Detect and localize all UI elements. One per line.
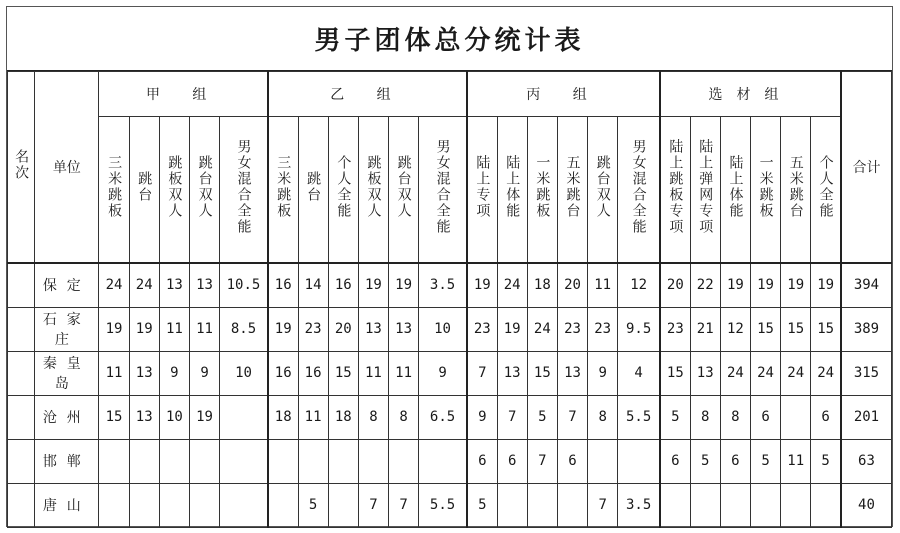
total-cell: 63 bbox=[841, 439, 892, 483]
score-cell: 5 bbox=[527, 395, 557, 439]
score-cell: 3.5 bbox=[618, 483, 660, 527]
event-label: 男女混合全能 bbox=[630, 139, 647, 236]
table-row bbox=[8, 483, 892, 527]
score-cell bbox=[497, 483, 527, 527]
event-label: 陆上体能 bbox=[727, 155, 744, 220]
score-cell: 19 bbox=[99, 307, 129, 351]
score-cell bbox=[588, 439, 618, 483]
total-cell: 394 bbox=[841, 263, 892, 308]
score-cell: 7 bbox=[467, 351, 497, 395]
rank-cell bbox=[8, 307, 35, 351]
rank-cell bbox=[8, 483, 35, 527]
page-title: 男子团体总分统计表 bbox=[7, 7, 892, 71]
event-header bbox=[419, 117, 467, 263]
score-cell: 8 bbox=[720, 395, 750, 439]
score-cell bbox=[159, 439, 189, 483]
score-cell: 6 bbox=[720, 439, 750, 483]
rank-cell bbox=[8, 263, 35, 308]
table-row bbox=[8, 263, 892, 308]
event-header bbox=[389, 117, 419, 263]
unit-cell: 沧州 bbox=[35, 395, 99, 439]
score-cell: 23 bbox=[660, 307, 690, 351]
event-header-row bbox=[8, 117, 892, 263]
event-header bbox=[159, 117, 189, 263]
score-cell: 6.5 bbox=[419, 395, 467, 439]
score-cell: 6 bbox=[467, 439, 497, 483]
event-label: 男女混合全能 bbox=[235, 139, 252, 236]
score-cell: 15 bbox=[99, 395, 129, 439]
score-cell: 15 bbox=[811, 307, 841, 351]
score-cell: 9 bbox=[159, 351, 189, 395]
table-body bbox=[8, 263, 892, 528]
score-cell bbox=[720, 483, 750, 527]
score-table bbox=[7, 71, 892, 528]
score-cell: 7 bbox=[389, 483, 419, 527]
score-cell: 6 bbox=[811, 395, 841, 439]
total-cell: 40 bbox=[841, 483, 892, 527]
event-header bbox=[220, 117, 268, 263]
rank-header: 名次 bbox=[8, 72, 35, 263]
rank-cell bbox=[8, 351, 35, 395]
event-header bbox=[750, 117, 780, 263]
score-cell: 24 bbox=[527, 307, 557, 351]
score-cell: 5.5 bbox=[419, 483, 467, 527]
event-label: 五米跳台 bbox=[564, 155, 581, 220]
event-label: 男女混合全能 bbox=[434, 139, 451, 236]
score-cell: 7 bbox=[588, 483, 618, 527]
event-header bbox=[129, 117, 159, 263]
score-cell: 6 bbox=[750, 395, 780, 439]
event-header bbox=[99, 117, 129, 263]
event-header bbox=[618, 117, 660, 263]
score-cell: 15 bbox=[660, 351, 690, 395]
score-cell bbox=[328, 439, 358, 483]
event-label: 五米跳台 bbox=[787, 155, 804, 220]
score-cell: 3.5 bbox=[419, 263, 467, 308]
score-cell: 7 bbox=[497, 395, 527, 439]
score-cell: 5.5 bbox=[618, 395, 660, 439]
score-cell: 5 bbox=[690, 439, 720, 483]
score-cell: 10 bbox=[159, 395, 189, 439]
score-cell: 24 bbox=[129, 263, 159, 308]
rank-cell bbox=[8, 395, 35, 439]
score-cell bbox=[690, 483, 720, 527]
event-label: 一米跳板 bbox=[757, 155, 774, 220]
score-cell: 23 bbox=[298, 307, 328, 351]
score-cell: 19 bbox=[268, 307, 298, 351]
group-header-row bbox=[8, 72, 892, 117]
event-label: 个人全能 bbox=[335, 155, 352, 220]
score-cell: 23 bbox=[467, 307, 497, 351]
score-cell: 11 bbox=[298, 395, 328, 439]
score-cell bbox=[159, 483, 189, 527]
score-cell bbox=[129, 483, 159, 527]
score-cell: 19 bbox=[189, 395, 219, 439]
score-cell: 24 bbox=[99, 263, 129, 308]
score-cell: 13 bbox=[497, 351, 527, 395]
score-cell bbox=[268, 439, 298, 483]
event-label: 跳板双人 bbox=[166, 155, 183, 220]
score-cell: 15 bbox=[781, 307, 811, 351]
table-row bbox=[8, 395, 892, 439]
event-label: 一米跳板 bbox=[534, 155, 551, 220]
score-cell: 18 bbox=[268, 395, 298, 439]
event-header bbox=[328, 117, 358, 263]
score-cell: 9.5 bbox=[618, 307, 660, 351]
score-cell bbox=[220, 483, 268, 527]
score-cell: 13 bbox=[159, 263, 189, 308]
score-cell: 8 bbox=[389, 395, 419, 439]
event-header bbox=[690, 117, 720, 263]
score-cell: 15 bbox=[527, 351, 557, 395]
score-cell: 15 bbox=[750, 307, 780, 351]
unit-cell: 唐山 bbox=[35, 483, 99, 527]
group-header-yi: 乙 组 bbox=[268, 72, 467, 117]
event-header bbox=[298, 117, 328, 263]
event-header bbox=[497, 117, 527, 263]
score-cell: 16 bbox=[268, 351, 298, 395]
event-header bbox=[720, 117, 750, 263]
total-header: 合计 bbox=[841, 72, 892, 263]
event-header bbox=[358, 117, 388, 263]
event-header bbox=[781, 117, 811, 263]
score-cell: 13 bbox=[189, 263, 219, 308]
event-label: 跳台双人 bbox=[594, 155, 611, 220]
score-cell: 18 bbox=[527, 263, 557, 308]
event-header bbox=[588, 117, 618, 263]
score-cell: 8 bbox=[690, 395, 720, 439]
total-cell: 201 bbox=[841, 395, 892, 439]
score-cell bbox=[358, 439, 388, 483]
event-label: 陆上弹网专项 bbox=[697, 139, 714, 236]
score-cell: 19 bbox=[720, 263, 750, 308]
score-cell: 19 bbox=[781, 263, 811, 308]
score-cell bbox=[298, 439, 328, 483]
score-cell: 8.5 bbox=[220, 307, 268, 351]
score-cell: 16 bbox=[268, 263, 298, 308]
score-cell: 19 bbox=[811, 263, 841, 308]
table-row bbox=[8, 351, 892, 395]
event-header bbox=[660, 117, 690, 263]
group-header-bing: 丙 组 bbox=[467, 72, 660, 117]
event-header bbox=[467, 117, 497, 263]
score-cell: 11 bbox=[358, 351, 388, 395]
rank-cell bbox=[8, 439, 35, 483]
score-cell: 5 bbox=[811, 439, 841, 483]
score-cell bbox=[220, 439, 268, 483]
score-cell bbox=[660, 483, 690, 527]
event-label: 陆上跳板专项 bbox=[667, 139, 684, 236]
score-cell: 18 bbox=[328, 395, 358, 439]
score-cell bbox=[811, 483, 841, 527]
score-cell: 11 bbox=[389, 351, 419, 395]
event-label: 跳台双人 bbox=[395, 155, 412, 220]
score-cell: 13 bbox=[358, 307, 388, 351]
score-cell bbox=[618, 439, 660, 483]
score-cell: 24 bbox=[750, 351, 780, 395]
score-cell: 23 bbox=[557, 307, 587, 351]
score-cell: 19 bbox=[750, 263, 780, 308]
event-label: 跳台 bbox=[305, 171, 322, 204]
score-cell: 16 bbox=[328, 263, 358, 308]
event-label: 陆上体能 bbox=[504, 155, 521, 220]
event-header bbox=[268, 117, 298, 263]
score-cell: 6 bbox=[557, 439, 587, 483]
score-cell: 13 bbox=[557, 351, 587, 395]
group-header-xuancai: 选材组 bbox=[660, 72, 841, 117]
score-sheet bbox=[6, 6, 893, 527]
score-cell: 8 bbox=[588, 395, 618, 439]
score-cell: 13 bbox=[690, 351, 720, 395]
event-label: 陆上专项 bbox=[474, 155, 491, 220]
score-cell: 5 bbox=[467, 483, 497, 527]
score-cell: 11 bbox=[99, 351, 129, 395]
event-label: 跳台 bbox=[136, 171, 153, 204]
score-cell: 14 bbox=[298, 263, 328, 308]
total-cell: 389 bbox=[841, 307, 892, 351]
score-cell: 4 bbox=[618, 351, 660, 395]
score-cell: 9 bbox=[419, 351, 467, 395]
unit-header: 单位 bbox=[35, 72, 99, 263]
score-cell: 23 bbox=[588, 307, 618, 351]
score-cell: 7 bbox=[358, 483, 388, 527]
event-header bbox=[557, 117, 587, 263]
score-cell: 21 bbox=[690, 307, 720, 351]
table-row bbox=[8, 439, 892, 483]
score-cell: 5 bbox=[750, 439, 780, 483]
score-cell: 6 bbox=[497, 439, 527, 483]
score-cell: 20 bbox=[557, 263, 587, 308]
score-cell bbox=[328, 483, 358, 527]
score-cell bbox=[781, 395, 811, 439]
score-cell bbox=[419, 439, 467, 483]
score-cell: 24 bbox=[811, 351, 841, 395]
score-cell: 9 bbox=[189, 351, 219, 395]
score-cell: 11 bbox=[781, 439, 811, 483]
event-label: 个人全能 bbox=[817, 155, 834, 220]
score-cell: 8 bbox=[358, 395, 388, 439]
score-cell bbox=[99, 483, 129, 527]
score-cell: 19 bbox=[389, 263, 419, 308]
score-cell bbox=[268, 483, 298, 527]
score-cell: 20 bbox=[328, 307, 358, 351]
score-cell: 16 bbox=[298, 351, 328, 395]
score-cell: 11 bbox=[159, 307, 189, 351]
score-cell: 6 bbox=[660, 439, 690, 483]
score-cell: 11 bbox=[189, 307, 219, 351]
score-cell: 22 bbox=[690, 263, 720, 308]
score-cell: 19 bbox=[129, 307, 159, 351]
score-cell bbox=[527, 483, 557, 527]
table-row bbox=[8, 307, 892, 351]
score-cell: 9 bbox=[467, 395, 497, 439]
score-cell bbox=[389, 439, 419, 483]
event-header bbox=[527, 117, 557, 263]
score-cell: 10 bbox=[220, 351, 268, 395]
score-cell bbox=[189, 439, 219, 483]
event-label: 三米跳板 bbox=[106, 155, 123, 220]
unit-cell: 邯郸 bbox=[35, 439, 99, 483]
group-header-jia: 甲 组 bbox=[99, 72, 268, 117]
score-cell: 19 bbox=[358, 263, 388, 308]
score-cell: 7 bbox=[527, 439, 557, 483]
unit-cell: 秦皇岛 bbox=[35, 351, 99, 395]
score-cell: 13 bbox=[129, 351, 159, 395]
score-cell: 5 bbox=[660, 395, 690, 439]
score-cell: 5 bbox=[298, 483, 328, 527]
score-cell: 24 bbox=[720, 351, 750, 395]
score-cell: 11 bbox=[588, 263, 618, 308]
total-cell: 315 bbox=[841, 351, 892, 395]
event-label: 三米跳板 bbox=[275, 155, 292, 220]
score-cell bbox=[99, 439, 129, 483]
score-cell: 20 bbox=[660, 263, 690, 308]
score-cell: 24 bbox=[497, 263, 527, 308]
unit-cell: 保定 bbox=[35, 263, 99, 308]
event-header bbox=[189, 117, 219, 263]
score-cell: 12 bbox=[720, 307, 750, 351]
event-label: 跳台双人 bbox=[196, 155, 213, 220]
score-cell bbox=[129, 439, 159, 483]
score-cell: 13 bbox=[389, 307, 419, 351]
score-cell bbox=[189, 483, 219, 527]
score-cell bbox=[220, 395, 268, 439]
event-header bbox=[811, 117, 841, 263]
score-cell: 9 bbox=[588, 351, 618, 395]
score-cell: 15 bbox=[328, 351, 358, 395]
score-cell: 12 bbox=[618, 263, 660, 308]
score-cell: 7 bbox=[557, 395, 587, 439]
score-cell bbox=[557, 483, 587, 527]
score-cell: 24 bbox=[781, 351, 811, 395]
score-cell: 10.5 bbox=[220, 263, 268, 308]
score-cell bbox=[781, 483, 811, 527]
score-cell: 19 bbox=[467, 263, 497, 308]
unit-cell: 石家庄 bbox=[35, 307, 99, 351]
score-cell: 19 bbox=[497, 307, 527, 351]
score-cell: 13 bbox=[129, 395, 159, 439]
score-cell: 10 bbox=[419, 307, 467, 351]
score-cell bbox=[750, 483, 780, 527]
event-label: 跳板双人 bbox=[365, 155, 382, 220]
